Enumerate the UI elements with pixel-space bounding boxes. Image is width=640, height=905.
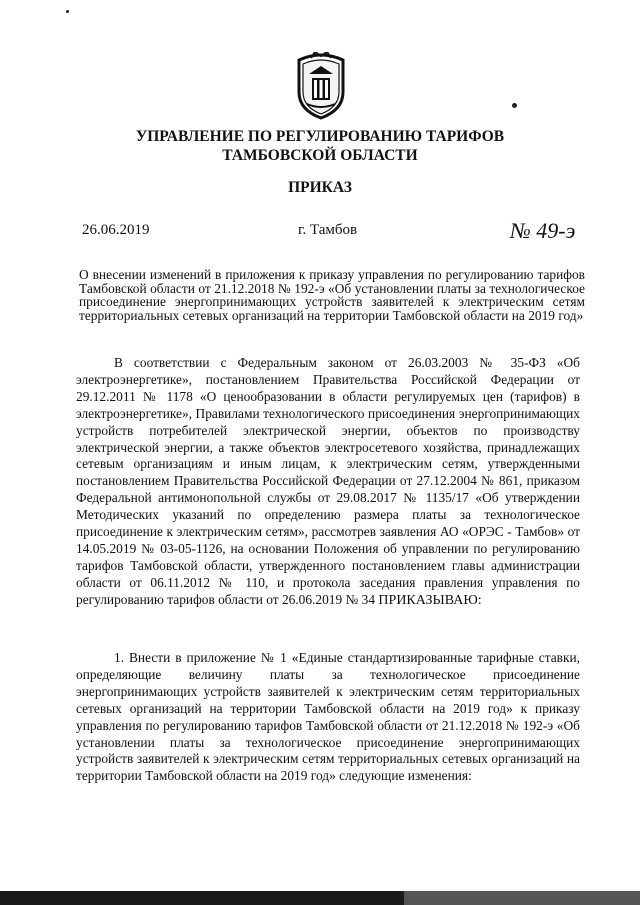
- document-type: ПРИКАЗ: [288, 179, 352, 196]
- document-subject: О внесении изменений в приложения к приказу управления по регулированию тарифов Тамбовской области от 21.12.2018 № 192-э «Об установлении платы за технологическое присоединение энергопринимающих устройств заявителей к электрическим сетям территориальных сетевых организаций на территории Тамбовской области на 2019 год»: [79, 267, 585, 323]
- document-city: г. Тамбов: [298, 222, 358, 238]
- authority-line-1: УПРАВЛЕНИЕ ПО РЕГУЛИРОВАНИЮ ТАРИФОВ: [135, 128, 505, 145]
- scan-speck: [512, 103, 517, 108]
- order-word: ПРИКАЗЫВАЮ:: [378, 592, 482, 608]
- scan-speck: [66, 10, 69, 13]
- document-number: № 49-э: [510, 218, 576, 243]
- scan-bottom-edge-shade: [404, 891, 640, 905]
- preamble-text: В соответствии с Федеральным законом от 26.03.2003 № 35-ФЗ «Об электроэнергетике», постановлением Правительства Российской Федерации от 29.12.2011 № 1178 «О ценообразовании в области регулируемых цен (тарифов) в электроэнергетике», Правилами технологического присоединения энергопринимающих устройств потребителей электрической энергии, объектов по производству электрической энергии, а также объектов электросетевого хозяйства, принадлежащих сетевым организациям и иным лицам, к электрическим сетям, утвержденными постановлением Правительства Российской Федерации от 27.12.2004 № 861, приказом Федеральной антимонопольной службы от 29.08.2017 № 1135/17 «Об утверждении Методических указаний по определению размера платы за технологическое присоединение к электрическим сетям», рассмотрев заявления АО «ОРЭС - Тамбов» от 14.05.2019 № 03-05-1126, на основании Положения об управлении по регулированию тарифов Тамбовской области, утвержденного постановлением главы администрации области от 06.11.2012 № 110, и протокола заседания правления управления по регулированию тарифов области от 26.06.2019 № 34: [76, 355, 580, 607]
- preamble-paragraph: [76, 355, 580, 610]
- document-date: 26.06.2019: [82, 222, 150, 238]
- issuing-authority: [0, 127, 640, 165]
- tambov-coat-of-arms-icon: [293, 52, 349, 122]
- authority-line-2: ТАМБОВСКОЙ ОБЛАСТИ: [222, 147, 418, 164]
- order-item-1: 1. Внести в приложение № 1 «Единые стандартизированные тарифные ставки, определяющие величину платы за технологическое присоединение энергопринимающих устройств заявителей к электрическим сетям территориальных сетевых организаций на территории Тамбовской области на 2019 год» к приказу управления по регулированию тарифов Тамбовской области от 21.12.2018 № 192-э «Об установлении платы за технологическое присоединение энергопринимающих устройств заявителей к электрическим сетям территориальных сетевых организаций на территории Тамбовской области на 2019 год» следующие изменения:: [76, 650, 580, 784]
